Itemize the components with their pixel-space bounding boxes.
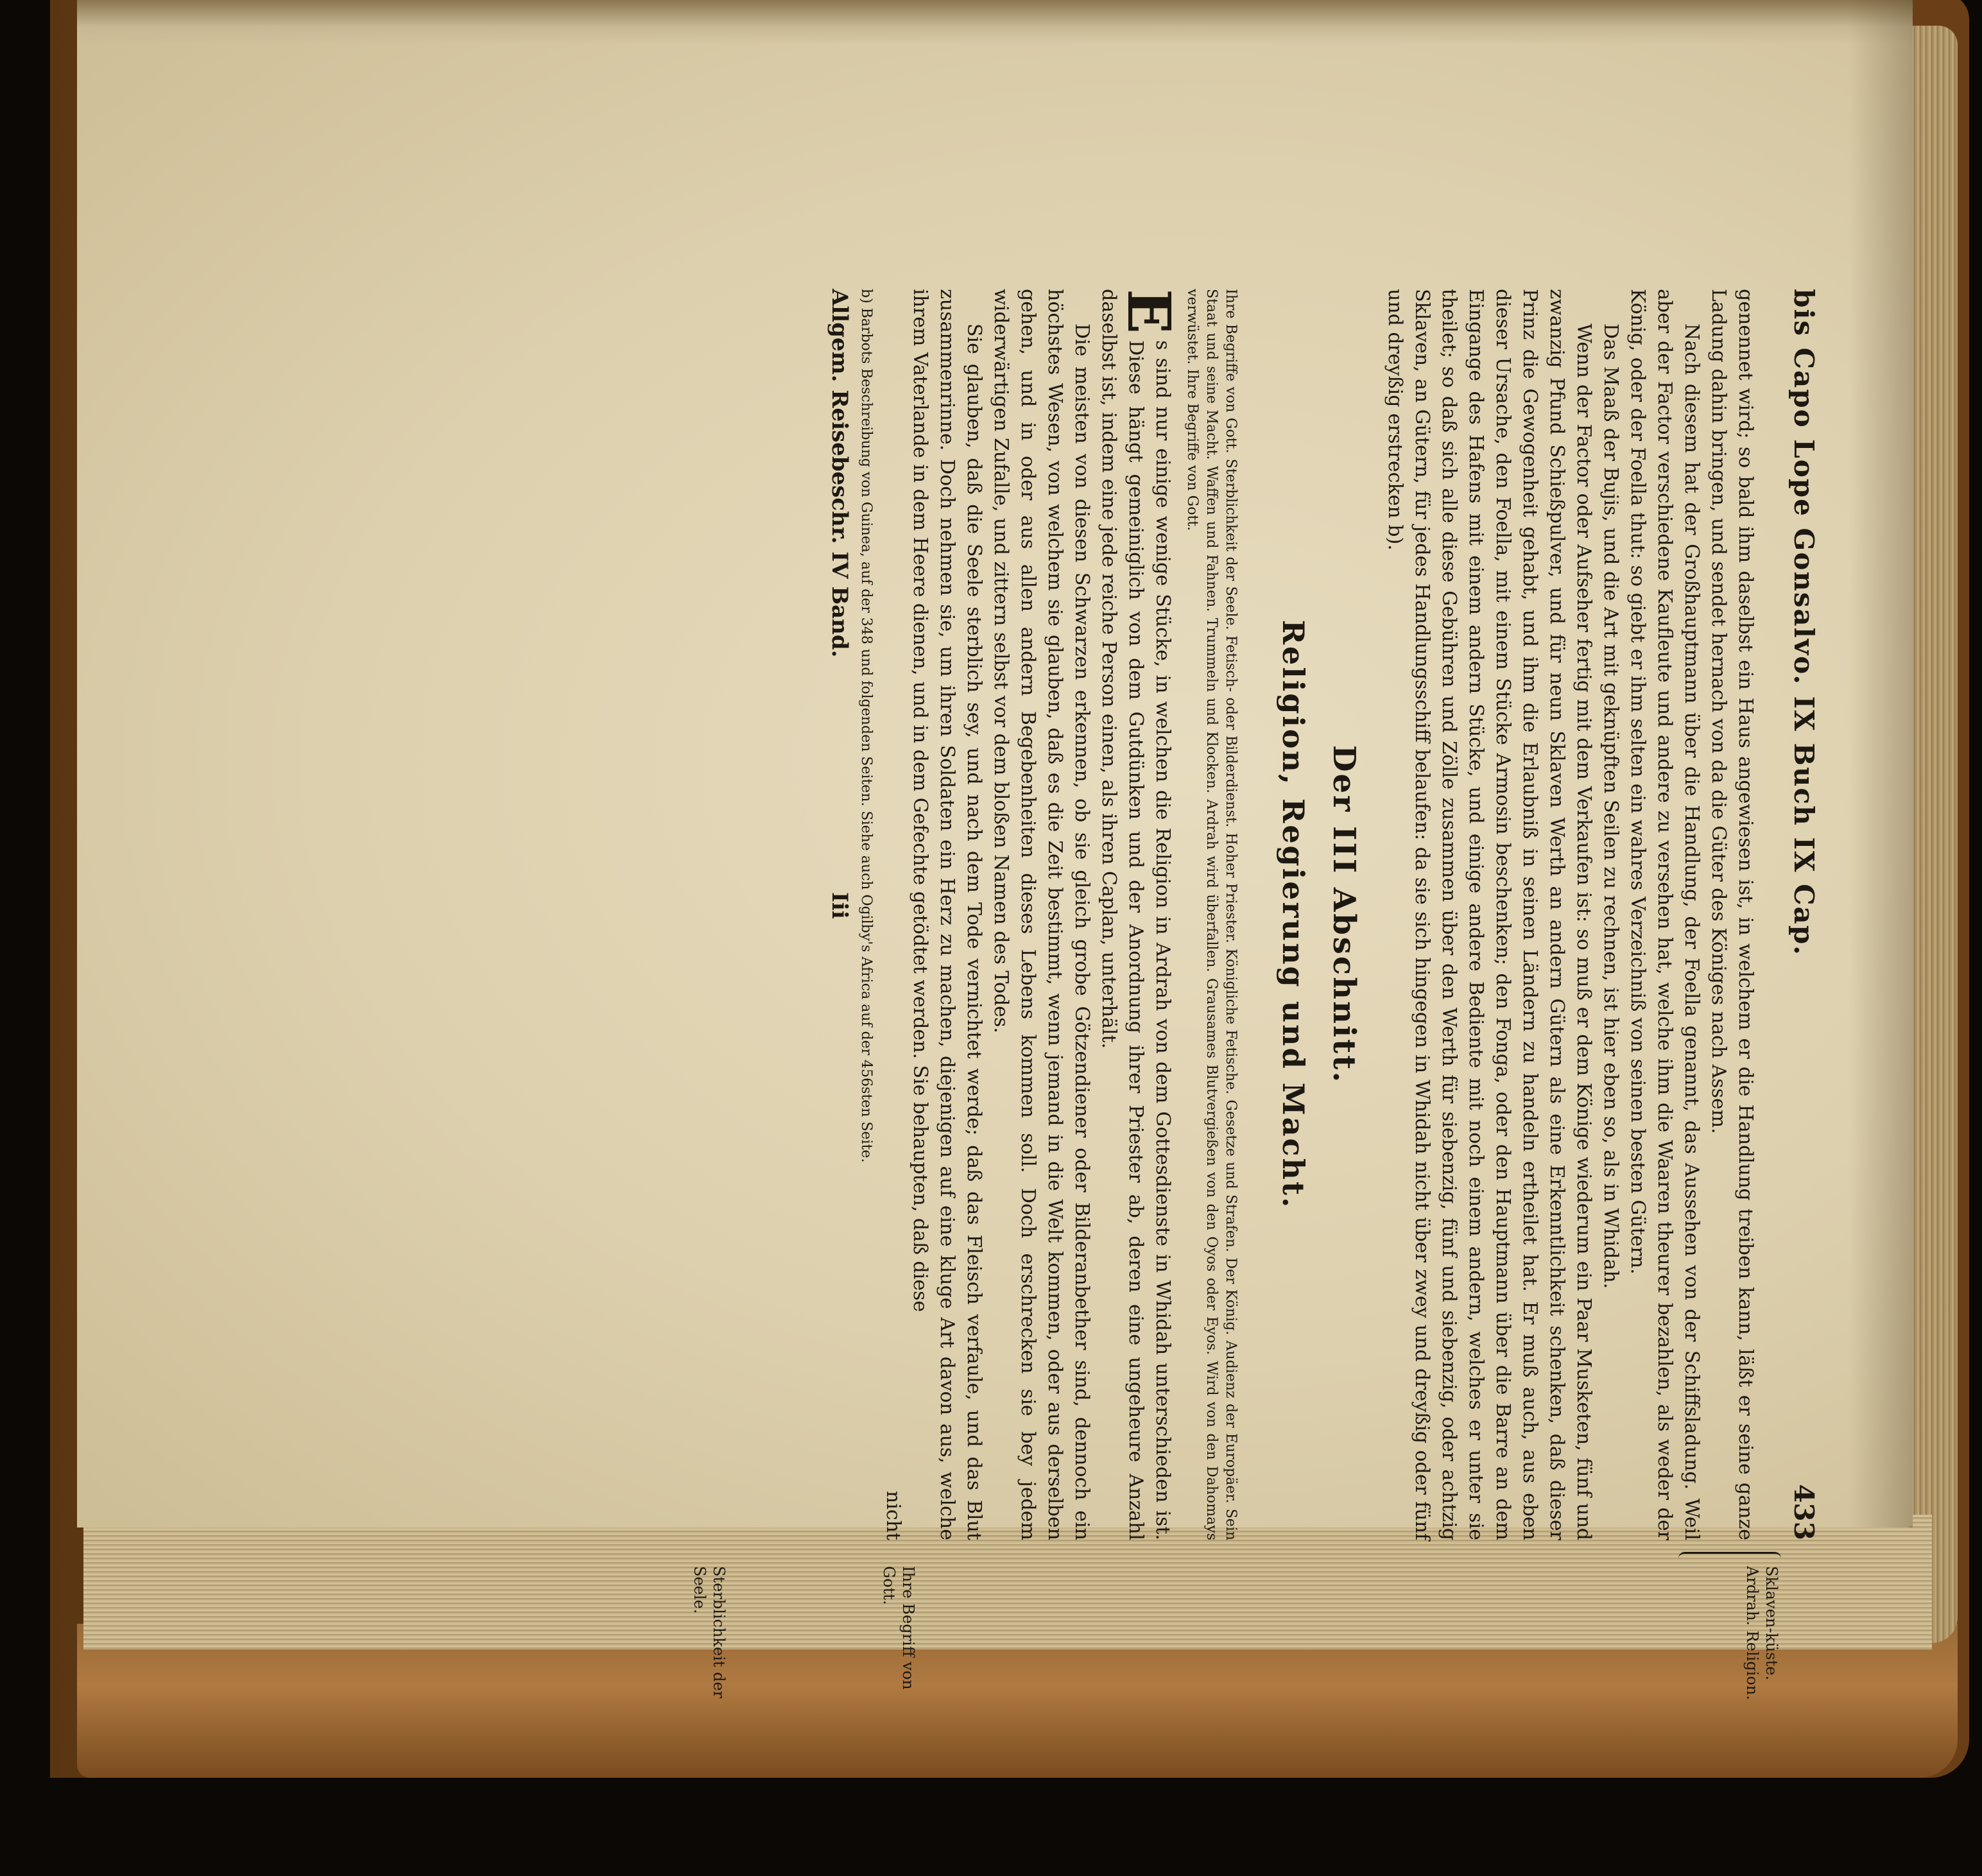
footnote: b) Barbots Beschreibung von Guinea, auf der 348 und folgenden Seiten. Siehe auch Ogilby's Africa auf der 456sten Seite. — [858, 289, 874, 1163]
margin-note-god: Ihre Begriff von Gott. — [880, 1566, 917, 1690]
margin-brace — [1678, 1552, 1781, 1564]
paragraph: genennet wird; so bald ihm daselbst ein Haus angewiesen ist, in welchem er die Handlung treiben kann, läßt er seine ganze Ladung dahin bringen, und sendet hernach von da die Güter des Königes nach Assem. — [1707, 289, 1757, 1540]
section-subtitle: Religion, Regierung und Macht. — [1276, 619, 1311, 1210]
section-summary: Ihre Begriffe von Gott. Sterblichkeit der Seele. Fetisch- oder Bilderdienst. Hoher Priester. Königliche Fetische. Gesetze und Strafen. Der König. Audienz der Europäer. Sein Staat und seine Macht. Waffen und Fahnen. Trummeln und Klocken. Ardrah wird überfallen. Grausames Blutvergießen von den Oyos oder Eyos. Wird von den Dahomays verwüstet. Ihre Begriffe von Gott. — [1184, 289, 1239, 1540]
page-number: 433 — [1788, 1484, 1820, 1540]
drop-cap: E — [1114, 289, 1184, 334]
page-body — [820, 289, 1759, 1540]
section-heading — [1240, 289, 1362, 1540]
signature-left: Allgem. Reisebeschr. IV Band. — [827, 289, 852, 658]
paragraph: Wenn der Factor oder Aufseher fertig mit dem Verkaufen ist: so muß er dem Könige wiederum ein Paar Musketen, fünf und zwanzig Pfund Schießpulver, und für neun Sklaven Werth an andern Gütern als eine Erkenntlichkeit schenken, daß dieser Prinz die Gewogenheit gehabt, und ihm die Erlaubniß in seinen Ländern zu handeln ertheilet hat. Er muß auch, aus eben dieser Ursache, den Foella, mit einem Stücke Armosin beschenken; den Fonga, oder den Hauptmann über die Barre an dem Eingange des Hafens mit einem andern Stücke, und einige andere Bediente mit noch einem andern, welches er unter sie theilet; so daß sich alle diese Gebühren und Zölle zusammen über den Werth für siebenzig, fünf und siebenzig, oder achtzig Sklaven, an Gütern, für jedes Handlungsschiff belaufen: da sie sich hingegen in Whidah nicht über zwey und dreyßig oder fünf und dreyßig erstrecken b). — [1384, 289, 1595, 1540]
page-signature — [820, 289, 852, 1540]
spine-shadow — [1848, 0, 1913, 1527]
paragraph: Das Maaß der Bujis, und die Art mit geknüpften Seilen zu rechnen, ist hier eben so, als in Whidah. — [1599, 323, 1622, 1289]
paragraph: s sind nur einige wenige Stücke, in welchen die Religion in Ardrah von dem Gottesdienste in Whidah unterschieden ist. Diese hängt gemeiniglich von dem Gutdünken und der Anordnung ihrer Priester ab, deren eine ungeheure Anzahl daselbst ist, indem eine jede reiche Person einen, als ihren Caplan, unterhält. — [1098, 289, 1174, 1540]
catchword: nicht — [882, 1490, 904, 1540]
printed-text-block — [234, 289, 1820, 1700]
paragraph: Sie glauben, daß die Seele sterblich sey, und nach dem Tode vernichtet werde; daß das Fleisch verfaule, und das Blut zusammenrinne. Doch nehmen sie, um ihren Soldaten ein Herz zu machen, diejenigen auf eine kluge Art davon aus, welche ihrem Vaterlande in dem Heere dienen, und in dem Gefechte getödtet werden. Sie behaupten, daß diese — [909, 289, 985, 1540]
margin-note-soul: Sterblichkeit der Seele. — [691, 1566, 728, 1699]
header-title: bis Capo Lope Gonsalvo. IX Buch IX Cap. — [1788, 289, 1820, 956]
margin-note-top: Sklaven-küste. Ardrah. Religion. — [1743, 1566, 1780, 1700]
signature-right: Iii — [827, 892, 852, 919]
section-text — [879, 289, 1184, 1540]
section-title: Der III Abschnitt. — [1326, 744, 1362, 1085]
paragraph: Nach diesem hat der Großhauptmann über die Handlung, der Foella genannt, das Aussehen von der Schiffsladung. Weil aber der Factor verschiedene Kaufleute und andere zu versehen hat, welche ihm die Waaren theurer bezahlen, als weder der König, oder der Foella thut: so giebt er ihm selten ein wahres Verzeichniß von seinen besten Gütern. — [1626, 289, 1703, 1540]
paragraph: Die meisten von diesen Schwarzen erkennen, ob sie gleich grobe Götzendiener oder Bilderanbether sind, dennoch ein höchstes Wesen, von welchem sie glauben, daß es die Zeit bestimmt, wenn jemand in die Welt kommen, oder aus derselben gehen, und in oder aus allen andern Begebenheiten dieses Lebens kommen soll. Doch erschrecken sie bey jedem widerwärtigen Zufalle, und zittern selbst vor dem bloßen Namen des Todes. — [990, 289, 1093, 1540]
running-header — [1775, 289, 1820, 1540]
page-gutter — [77, 0, 1913, 45]
